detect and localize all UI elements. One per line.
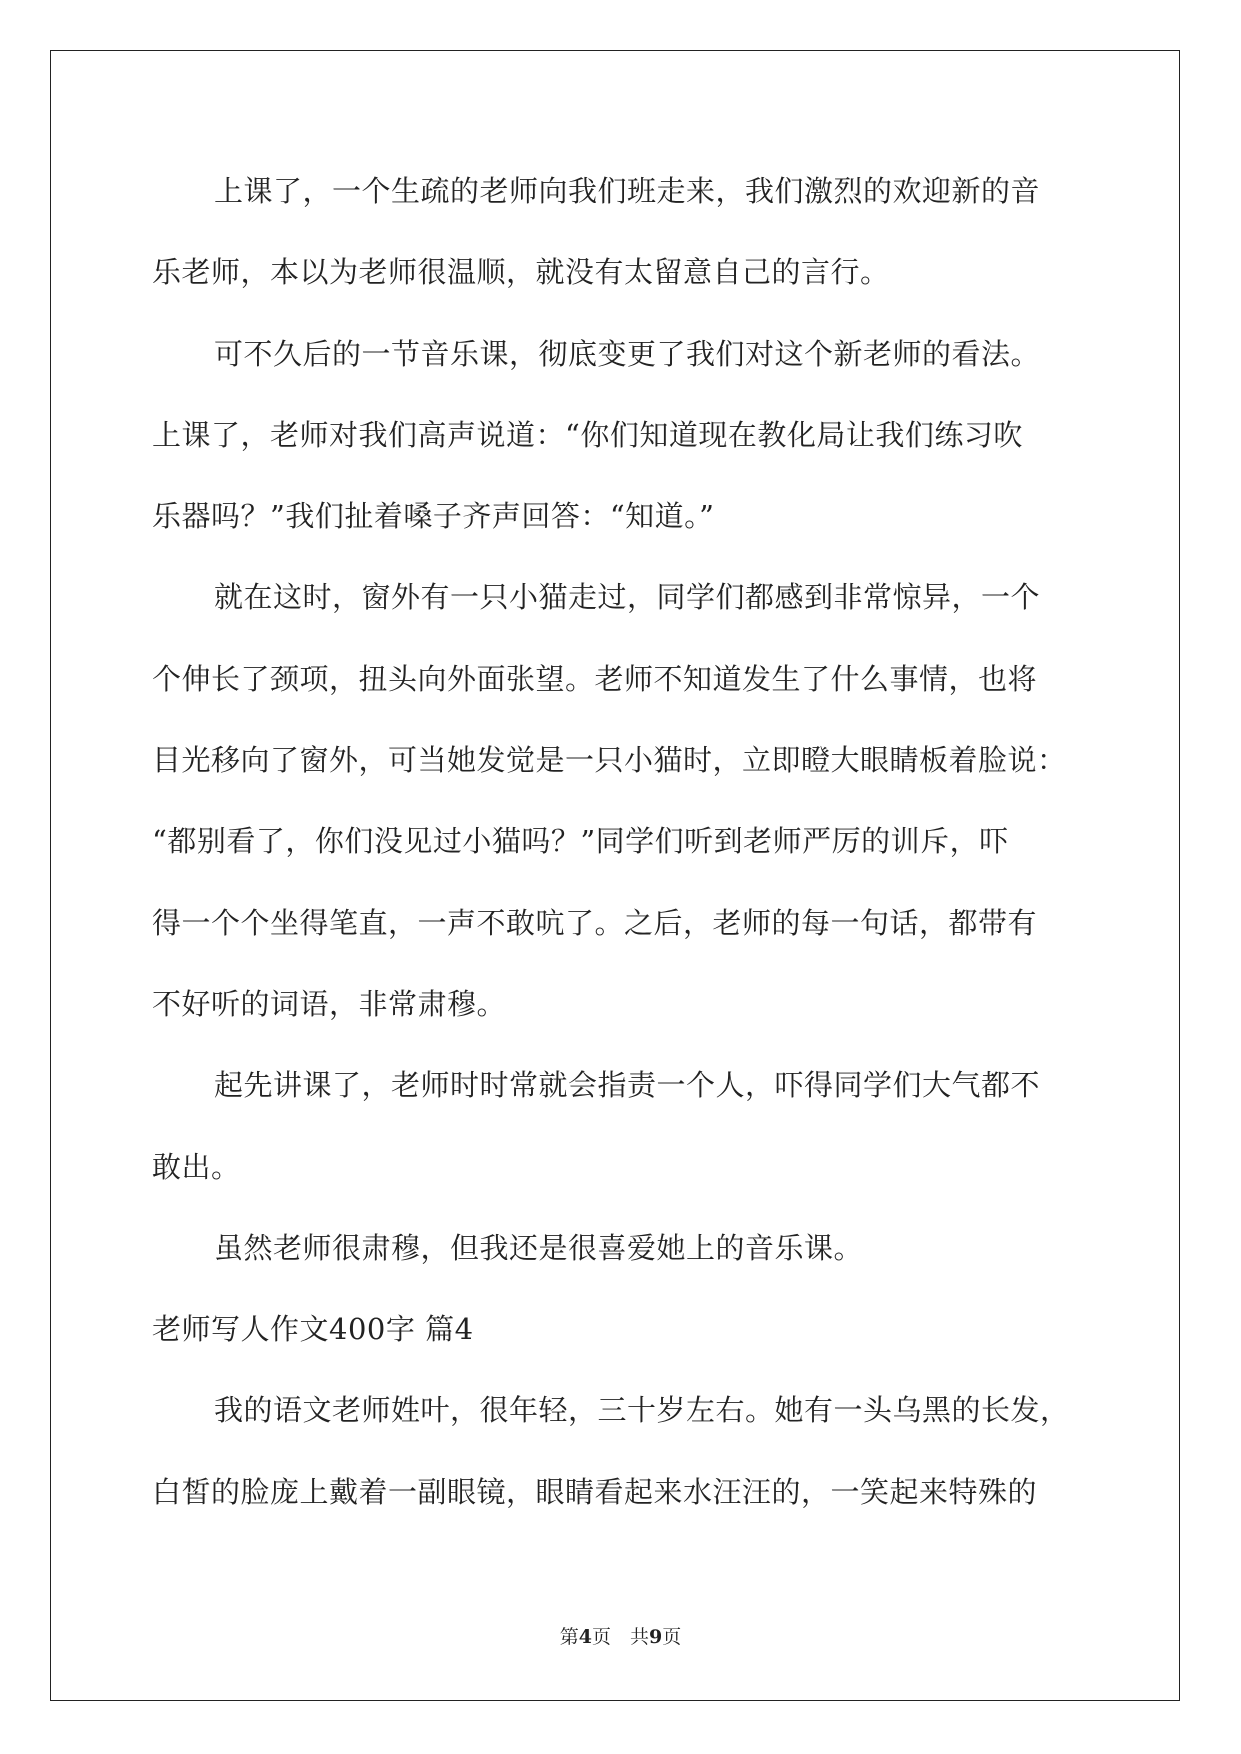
text-line: 乐器吗？”我们扯着嗓子齐声回答：“知道。” [152,499,715,534]
text-line: “都别看了，你们没见过小猫吗？”同学们听到老师严厉的训斥，吓 [152,824,1009,859]
section-heading: 老师写人作文400字 篇4 [152,1312,474,1347]
text-line: 个伸长了颈项，扭头向外面张望。老师不知道发生了什么事情，也将 [152,661,1038,696]
text-line: 就在这时，窗外有一只小猫走过，同学们都感到非常惊异，一个 [214,580,1041,615]
text-line: 敢出。 [152,1149,241,1184]
text-line: 目光移向了窗外，可当她发觉是一只小猫时，立即瞪大眼睛板着脸说： [152,743,1067,778]
text-line: 上课了，老师对我们高声说道：“你们知道现在教化局让我们练习吹 [152,417,1023,452]
text-line: 上课了，一个生疏的老师向我们班走来，我们激烈的欢迎新的音 [214,174,1041,208]
text-line: 起先讲课了，老师时时常就会指责一个人，吓得同学们大气都不 [214,1068,1041,1103]
footer-suffix: 页 [662,1626,682,1648]
document-body [152,163,1084,1545]
text-line: 我的语文老师姓叶，很年轻，三十岁左右。她有一头乌黑的长发， [214,1393,1070,1428]
footer-prefix: 第 [559,1626,579,1648]
page-footer [0,1622,1241,1649]
footer-mid: 页 共 [591,1626,649,1648]
text-line: 不好听的词语，非常肃穆。 [152,986,507,1021]
total-page-number: 9 [649,1626,663,1648]
text-line: 虽然老师很肃穆，但我还是很喜爱她上的音乐课。 [214,1230,864,1265]
text-line: 可不久后的一节音乐课，彻底变更了我们对这个新老师的看法。 [214,336,1041,371]
text-line: 得一个个坐得笔直，一声不敢吭了。之后，老师的每一句话，都带有 [152,905,1038,940]
text-line: 乐老师，本以为老师很温顺，就没有太留意自己的言行。 [152,255,890,290]
current-page-number: 4 [578,1626,592,1648]
text-line: 白皙的脸庞上戴着一副眼镜，眼睛看起来水汪汪的，一笑起来特殊的 [152,1474,1038,1509]
